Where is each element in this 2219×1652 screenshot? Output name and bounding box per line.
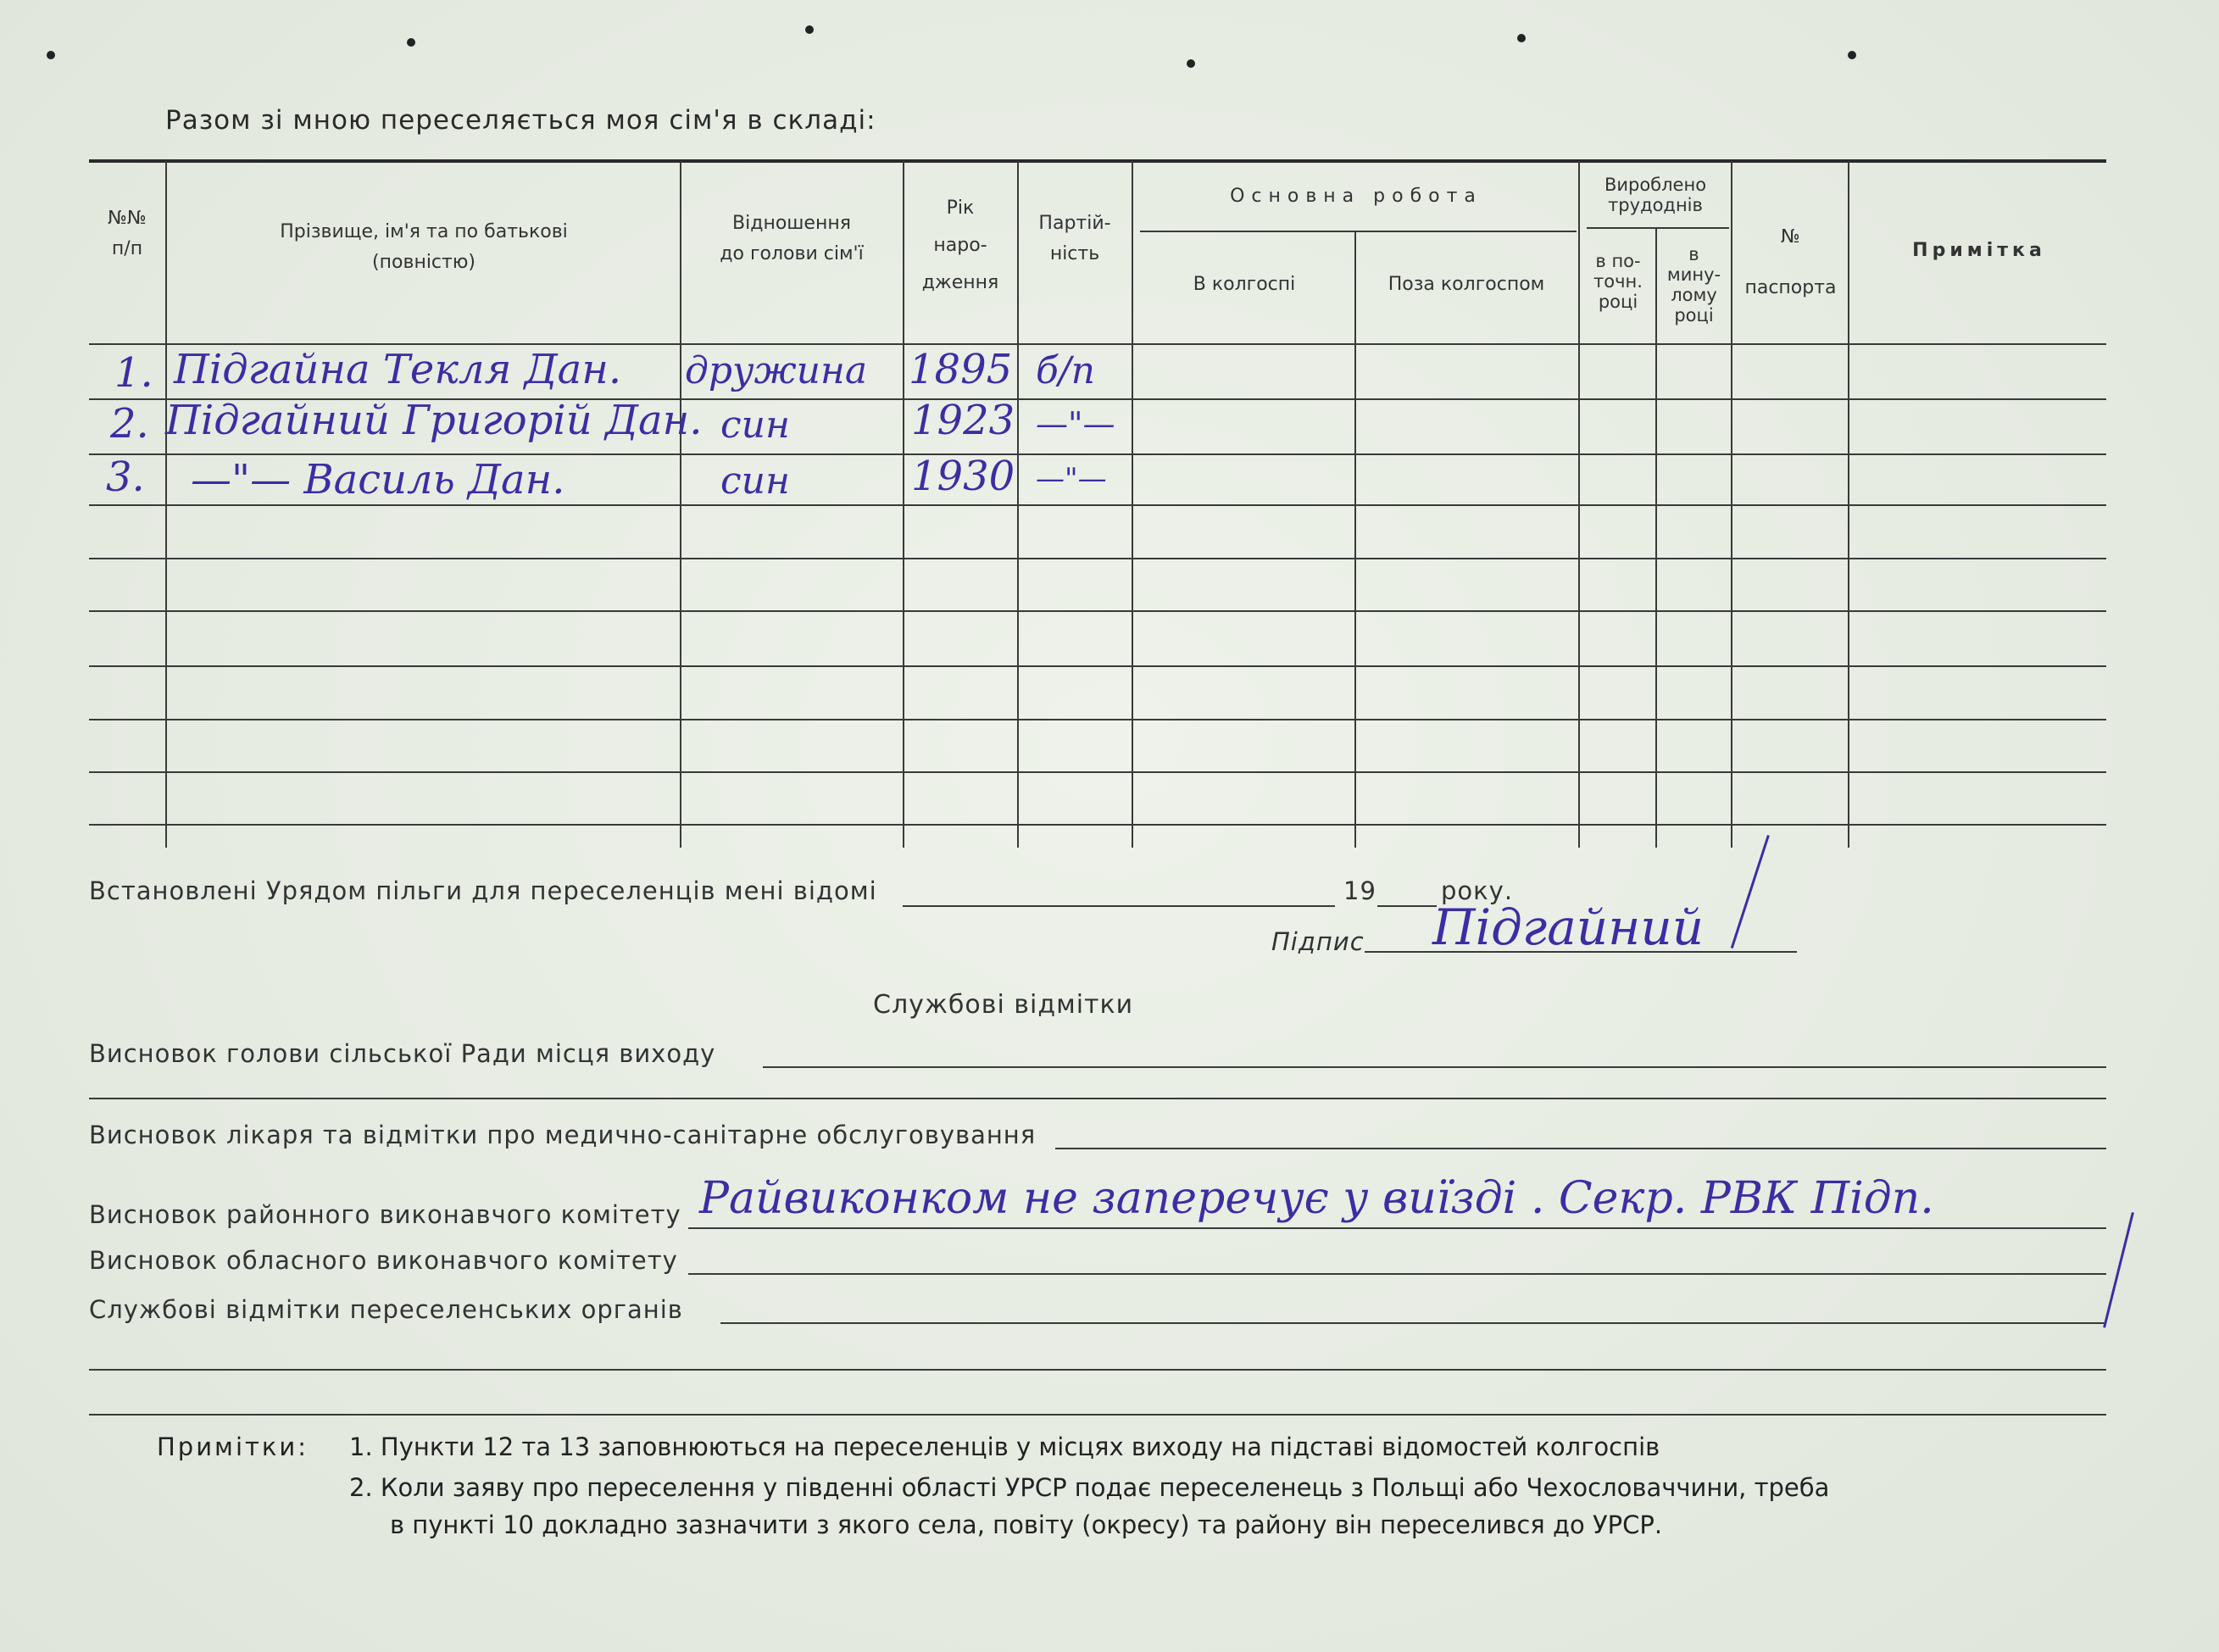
row-2-relation: син [720, 403, 790, 447]
table-row-line [89, 558, 2106, 559]
punch-hole-mark [805, 25, 814, 34]
row-1-name: Підгайна Текля Дан. [174, 346, 622, 393]
regional-committee-fill [688, 1273, 2106, 1275]
row-2-party: —"— [1036, 405, 1115, 442]
punch-hole-mark [1517, 34, 1526, 42]
benefits-label: Встановлені Урядом пільги для переселенців мені відомі [89, 876, 877, 905]
note-2-line-1: 2. Коли заяву про переселення у південні області УРСР подає переселенець з Польщі або Чехословаччини, треба [349, 1473, 1830, 1502]
benefits-fill-line [903, 905, 1335, 907]
header-relation: Відношення до голови сім'ї [720, 213, 864, 264]
header-workdays: Вироблено трудоднів [1604, 175, 1707, 215]
subheader-line [1587, 227, 1729, 229]
header-num: №№ п/п [108, 208, 147, 259]
extra-fill-2 [89, 1414, 2106, 1416]
table-row-line [89, 719, 2106, 720]
row-1-relation: дружина [685, 349, 868, 392]
benefits-year-suffix: року. [1441, 876, 1514, 905]
table-row-line [89, 504, 2106, 506]
district-committee-label: Висновок районного виконавчого комітету [89, 1200, 681, 1229]
header-passport: № паспорта [1744, 226, 1837, 298]
header-birth-year: Рік наро- дження [921, 197, 999, 293]
punch-hole-mark [407, 38, 415, 47]
row-1-num: 1. [114, 349, 153, 397]
row-1-party: б/п [1036, 349, 1096, 392]
table-row-line [89, 610, 2106, 612]
resettlement-organs-label: Службові відмітки переселенських органів [89, 1295, 683, 1324]
header-party: Партій- ність [1038, 213, 1111, 264]
table-row-line [89, 665, 2106, 667]
table-header-bottom [89, 343, 2106, 345]
row-2-num: 2. [110, 400, 149, 448]
signature-label: Підпис [1271, 927, 1365, 956]
header-main-work: Основна робота [1230, 186, 1482, 207]
table-row-line [89, 771, 2106, 773]
col-divider [1354, 231, 1356, 848]
benefits-year-prefix: 19 [1343, 876, 1376, 905]
resettlement-organs-fill [720, 1322, 2106, 1324]
signature-stroke [1731, 835, 1770, 948]
village-council-fill [763, 1066, 2106, 1068]
signature-handwritten: Підгайний [1432, 898, 1705, 956]
benefits-year-fill [1377, 905, 1437, 907]
row-3-num: 3. [106, 453, 145, 501]
subheader-line [1140, 231, 1577, 232]
row-3-party: —"— [1036, 462, 1107, 496]
table-row-line [89, 453, 2106, 455]
committee-stroke [2103, 1212, 2134, 1328]
header-outside-kolkhoz: Поза колгоспом [1388, 274, 1545, 295]
district-committee-fill [688, 1227, 2106, 1229]
village-council-label: Висновок голови сільської Ради місця виходу [89, 1039, 716, 1068]
punch-hole-mark [1187, 59, 1195, 68]
family-intro-text: Разом зі мною переселяється моя сім'я в складі: [165, 105, 876, 136]
row-3-year: 1930 [911, 453, 1015, 500]
table-row-line [89, 824, 2106, 826]
header-past-year: в мину- лому році [1666, 244, 1721, 325]
regional-committee-label: Висновок обласного виконавчого комітету [89, 1246, 678, 1275]
note-1: 1. Пункти 12 та 13 заповнюються на переселенців у місцях виходу на підставі відомостей колгоспів [349, 1432, 1660, 1461]
doctor-label: Висновок лікаря та відмітки про медично-санітарне обслуговування [89, 1121, 1037, 1149]
doctor-fill [1055, 1148, 2106, 1149]
row-2-year: 1923 [911, 397, 1015, 444]
table-top-border [89, 159, 2106, 163]
note-2-line-2: в пункті 10 докладно зазначити з якого села, повіту (окресу) та району він переселився до УРСР. [390, 1510, 1663, 1539]
header-in-kolkhoz: В колгоспі [1193, 274, 1296, 295]
district-committee-handwritten: Райвиконком не заперечує у виїзді . Секр. РВК Підп. [699, 1173, 1934, 1224]
row-1-year: 1895 [909, 346, 1013, 393]
row-2-name: Підгайний Григорій Дан. [165, 397, 703, 444]
header-current-year: в по- точн. році [1593, 251, 1643, 312]
punch-hole-mark [1848, 51, 1856, 59]
header-name: Прізвище, ім'я та по батькові (повністю) [280, 221, 568, 273]
extra-fill-1 [89, 1369, 2106, 1371]
punch-hole-mark [47, 51, 55, 59]
row-3-name: —"— Василь Дан. [191, 456, 565, 503]
notes-label: Примітки: [157, 1432, 309, 1461]
official-marks-title: Службові відмітки [873, 990, 1134, 1020]
village-council-fill-2 [89, 1098, 2106, 1099]
row-3-relation: син [720, 459, 790, 503]
header-remark: Примітка [1912, 240, 2046, 261]
